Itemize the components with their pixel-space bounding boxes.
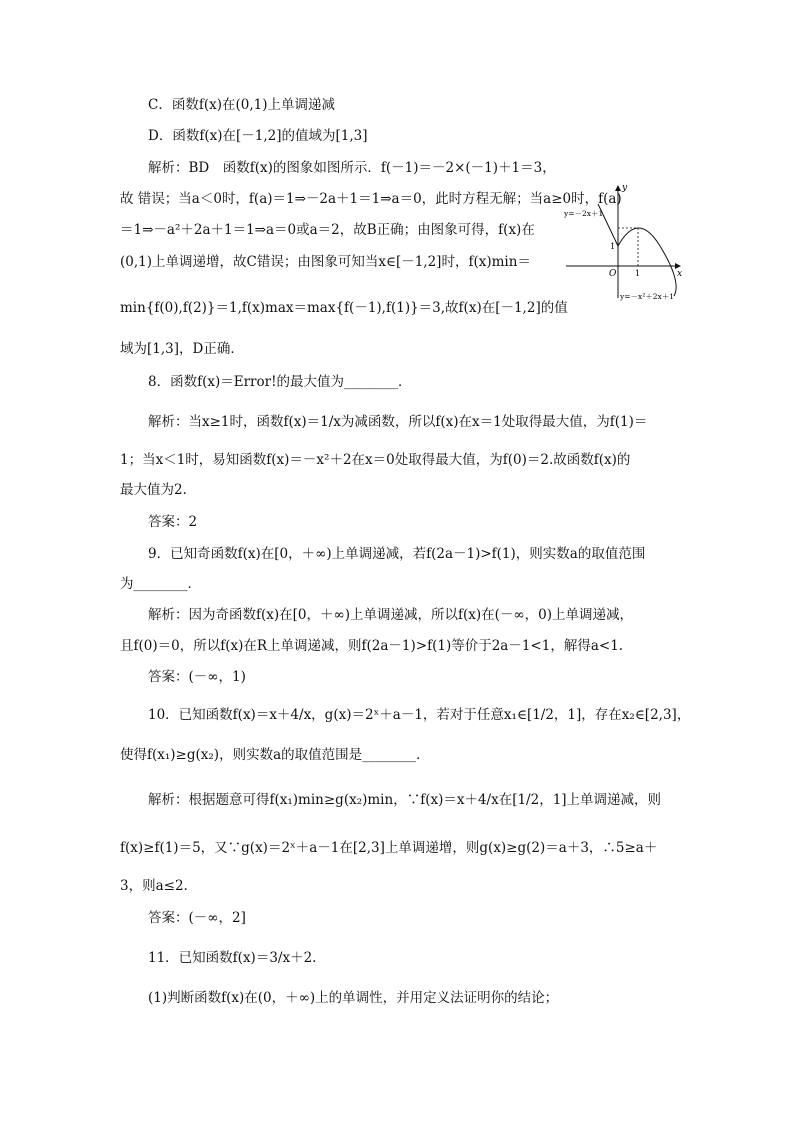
solution-line: 解析：根据题意可得f(x₁)min≥g(x₂)min，∵f(x)＝x＋4/x在[1/2，1]上单调递减，则 bbox=[148, 792, 662, 808]
solution-line: 解析：当x≥1时，函数f(x)＝1/x为减函数，所以f(x)在x＝1处取得最大值，为f(1)＝ bbox=[148, 414, 648, 430]
solution-line: 1；当x＜1时，易知函数f(x)＝－x²＋2在x＝0处取得最大值，为f(0)＝2.故函数f(x)的 bbox=[120, 452, 631, 468]
axis-y-label: y bbox=[622, 183, 628, 193]
question-8: 8．函数f(x)＝Error!的最大值为________． bbox=[148, 374, 412, 390]
solution-line: 域为[1,3]，D正确． bbox=[120, 341, 244, 357]
tick-y-label: 1 bbox=[610, 242, 616, 251]
axis-x-label: x bbox=[677, 269, 683, 279]
label-right: y=－x²＋2x＋1 bbox=[620, 292, 675, 301]
question-10: 10．已知函数f(x)＝x＋4/x，g(x)＝2ˣ＋a－1，若对于任意x₁∈[1/2，1]，存在x₂∈[2,3]， bbox=[148, 707, 691, 723]
answer: 答案：(－∞，2] bbox=[148, 910, 246, 926]
option-d: D．函数f(x)在[－1,2]的值域为[1,3] bbox=[148, 128, 368, 144]
label-left: y=－2x＋1 bbox=[564, 209, 604, 218]
question-11-part-1: (1)判断函数f(x)在(0，＋∞)上的单调性，并用定义法证明你的结论； bbox=[148, 990, 559, 1006]
solution-line: 故 错误；当a＜0时，f(a)＝1⇒－2a＋1＝1⇒a＝0，此时方程无解；当a≥0时，f(a) bbox=[120, 191, 622, 207]
answer: 答案：(－∞，1) bbox=[148, 669, 246, 685]
solution-line: (0,1)上单调递增，故C错误；由图象可知当x∈[－1,2]时，f(x)min＝ bbox=[120, 254, 531, 270]
solution-line: 最大值为2. bbox=[120, 482, 187, 498]
question-9-cont: 为________． bbox=[120, 576, 201, 592]
question-10-cont: 使得f(x₁)≥g(x₂)，则实数a的取值范围是________． bbox=[120, 747, 430, 763]
question-11: 11．已知函数f(x)＝3/x＋2. bbox=[148, 950, 317, 966]
solution-line: min{f(0),f(2)}＝1,f(x)max＝max{f(－1),f(1)}＝3,故f(x)在[－1,2]的值 bbox=[120, 300, 568, 316]
solution-line: ＝1⇒－a²＋2a＋1＝1⇒a＝0或a＝2，故B正确；由图象可得，f(x)在 bbox=[120, 222, 535, 238]
tick-x-label: 1 bbox=[635, 269, 641, 278]
question-9: 9．已知奇函数f(x)在[0，＋∞)上单调递减，若f(2a－1)>f(1)，则实数a的取值范围 bbox=[148, 546, 646, 562]
origin-label: O bbox=[609, 269, 617, 279]
parabola-curve bbox=[618, 228, 676, 296]
solution-line: 3，则a≤2. bbox=[120, 878, 188, 894]
answer: 答案：2 bbox=[148, 514, 198, 530]
solution-line: f(x)≥f(1)＝5，又∵g(x)＝2ˣ＋a－1在[2,3]上单调递增，则g(x)≥g(2)＝a＋3，∴5≥a＋ bbox=[120, 840, 658, 856]
option-c: C．函数f(x)在(0,1)上单调递减 bbox=[148, 97, 335, 113]
function-graph bbox=[562, 180, 686, 302]
solution-line: 解析：BD 函数f(x)的图象如图所示．f(－1)＝－2×(－1)＋1＝3， bbox=[148, 160, 556, 176]
solution-line: 解析：因为奇函数f(x)在[0，＋∞)上单调递减，所以f(x)在(－∞，0)上单调递减， bbox=[148, 607, 634, 623]
solution-line: 且f(0)＝0，所以f(x)在R上单调递减，则f(2a－1)>f(1)等价于2a－1<1，解得a<1. bbox=[120, 638, 624, 654]
